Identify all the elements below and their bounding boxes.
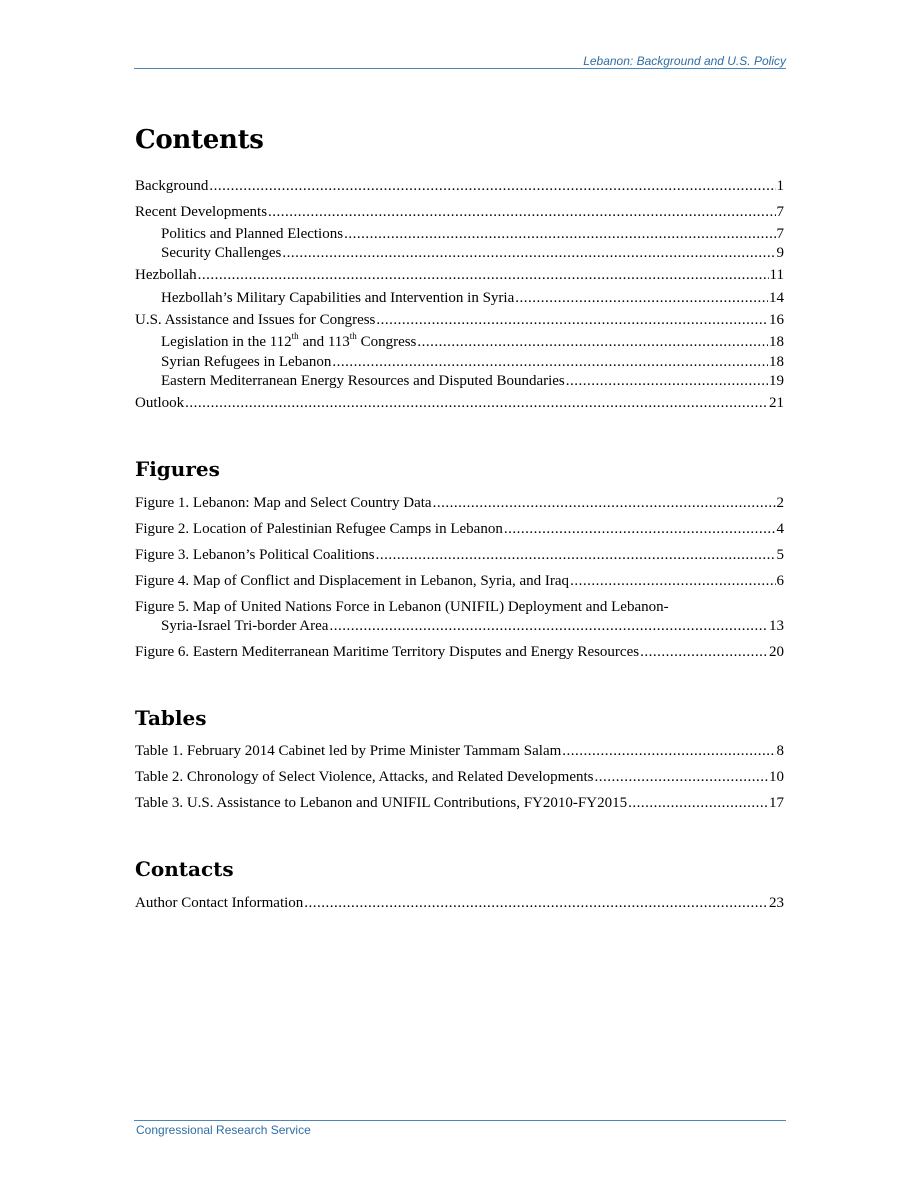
toc-entry-politics-elections[interactable] [161, 225, 784, 244]
ordinal-suffix: th [349, 331, 357, 341]
toc-entry-text: Table 1. February 2014 Cabinet led by Prime Minister Tammam Salam [135, 743, 562, 759]
toc-entry-text: Outlook [135, 395, 185, 411]
toc-entry-page: 9 [776, 245, 784, 261]
toc-entry-page: 4 [776, 521, 784, 537]
leader-dots [515, 289, 768, 308]
leader-dots [185, 394, 768, 413]
toc-entry-legislation[interactable] [161, 333, 784, 352]
toc-entry-page: 23 [769, 895, 784, 911]
leader-dots [304, 894, 768, 913]
running-footer: Congressional Research Service [136, 1123, 311, 1137]
toc-entry-text: Figure 3. Lebanon’s Political Coalitions [135, 547, 375, 563]
leader-dots [209, 177, 775, 196]
toc-entry-table-1[interactable] [135, 742, 784, 761]
leader-dots [376, 311, 768, 330]
leader-dots [198, 266, 769, 285]
toc-entry-figure-6[interactable] [135, 643, 784, 662]
leader-dots [628, 794, 768, 813]
toc-entry-figure-4[interactable] [135, 572, 784, 591]
toc-entry-text: Politics and Planned Elections [161, 226, 344, 242]
toc-entry-page: 2 [776, 495, 784, 511]
toc-entry-page: 5 [776, 547, 784, 563]
ordinal-suffix: th [291, 331, 299, 341]
leader-dots [268, 203, 775, 222]
toc-entry-syrian-refugees[interactable] [161, 353, 784, 372]
toc-entry-energy-resources[interactable] [161, 372, 784, 391]
toc-entry-text: Syria-Israel Tri-border Area [161, 618, 329, 634]
toc-entry-text: Author Contact Information [135, 895, 304, 911]
leader-dots [562, 742, 775, 761]
toc-entry-page: 19 [769, 373, 784, 389]
toc-entry-figure-1[interactable] [135, 494, 784, 513]
leader-dots [640, 643, 768, 662]
toc-entry-page: 8 [776, 743, 784, 759]
toc-entry-table-2[interactable] [135, 768, 784, 787]
toc-entry-page: 18 [769, 334, 784, 350]
contacts-heading: Contacts [135, 857, 234, 881]
toc-entry-text: Table 3. U.S. Assistance to Lebanon and UNIFIL Contributions, FY2010-FY2015 [135, 795, 628, 811]
toc-entry-text: Figure 1. Lebanon: Map and Select Country Data [135, 495, 432, 511]
leader-dots [329, 617, 768, 636]
toc-entry-author-contact[interactable] [135, 894, 784, 913]
toc-entry-figure-5-line1[interactable]: Figure 5. Map of United Nations Force in Lebanon (UNIFIL) Deployment and Lebanon- [135, 599, 669, 615]
tables-heading: Tables [135, 706, 207, 730]
leader-dots [282, 244, 775, 263]
toc-entry-text-part: and 113 [298, 334, 350, 350]
toc-entry-text: Hezbollah [135, 267, 197, 283]
toc-entry-text [161, 333, 416, 352]
toc-entry-page: 20 [769, 644, 784, 660]
toc-entry-outlook[interactable] [135, 394, 784, 413]
toc-entry-text: Table 2. Chronology of Select Violence, Attacks, and Related Developments [135, 769, 594, 785]
toc-entry-page: 7 [776, 226, 784, 242]
leader-dots [504, 520, 776, 539]
toc-entry-text: Figure 4. Map of Conflict and Displacement in Lebanon, Syria, and Iraq [135, 573, 570, 589]
leader-dots [417, 333, 768, 352]
toc-entry-security-challenges[interactable] [161, 244, 784, 263]
toc-entry-figure-3[interactable] [135, 546, 784, 565]
leader-dots [344, 225, 775, 244]
toc-entry-figure-2[interactable] [135, 520, 784, 539]
toc-entry-page: 14 [769, 290, 784, 306]
leader-dots [570, 572, 775, 591]
toc-entry-text: Security Challenges [161, 245, 282, 261]
toc-entry-page: 7 [776, 204, 784, 220]
toc-entry-text: U.S. Assistance and Issues for Congress [135, 312, 376, 328]
leader-dots [595, 768, 769, 787]
toc-entry-text: Recent Developments [135, 204, 268, 220]
toc-entry-text: Figure 2. Location of Palestinian Refugee Camps in Lebanon [135, 521, 503, 537]
toc-entry-text: Syrian Refugees in Lebanon [161, 354, 332, 370]
toc-entry-page: 10 [769, 769, 784, 785]
contents-heading: Contents [135, 125, 264, 155]
toc-entry-text: Eastern Mediterranean Energy Resources and Disputed Boundaries [161, 373, 565, 389]
toc-entry-page: 1 [776, 178, 784, 194]
toc-entry-page: 11 [769, 267, 784, 283]
toc-entry-hezbollah[interactable] [135, 266, 784, 285]
figures-heading: Figures [135, 457, 220, 481]
toc-entry-recent-developments[interactable] [135, 203, 784, 222]
toc-entry-text: Background [135, 178, 209, 194]
toc-entry-figure-5[interactable] [161, 617, 784, 636]
leader-dots [566, 372, 768, 391]
toc-entry-page: 13 [769, 618, 784, 634]
toc-entry-text-part: Congress [356, 334, 417, 350]
toc-entry-page: 21 [769, 395, 784, 411]
toc-entry-us-assistance[interactable] [135, 311, 784, 330]
toc-entry-background[interactable] [135, 177, 784, 196]
leader-dots [376, 546, 776, 565]
toc-entry-page: 18 [769, 354, 784, 370]
toc-entry-table-3[interactable] [135, 794, 784, 813]
toc-entry-hezbollah-military[interactable] [161, 289, 784, 308]
toc-entry-page: 6 [776, 573, 784, 589]
leader-dots [433, 494, 776, 513]
toc-entry-page: 16 [769, 312, 784, 328]
header-rule [134, 68, 786, 69]
running-header: Lebanon: Background and U.S. Policy [583, 54, 786, 68]
footer-rule [134, 1120, 786, 1121]
toc-entry-page: 17 [769, 795, 784, 811]
toc-entry-text: Hezbollah’s Military Capabilities and Intervention in Syria [161, 290, 515, 306]
leader-dots [332, 353, 768, 372]
toc-entry-text-part: Legislation in the 112 [161, 334, 292, 350]
toc-entry-text: Figure 6. Eastern Mediterranean Maritime Territory Disputes and Energy Resources [135, 644, 640, 660]
